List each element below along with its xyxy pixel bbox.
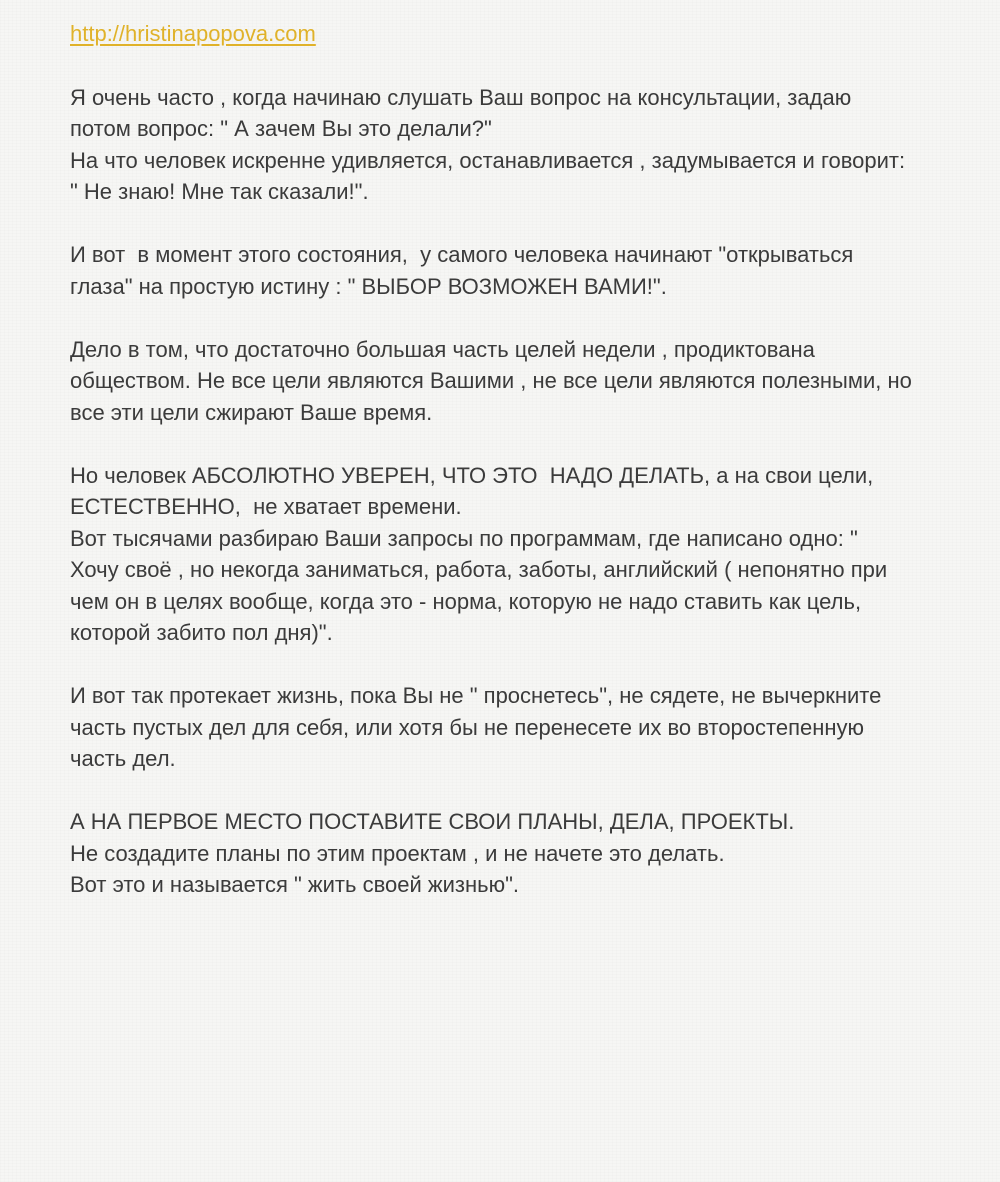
text-line: чем он в целях вообще, когда это - норма, которую не надо ставить как цель, [70, 588, 862, 614]
text-line: часть дел. [70, 746, 176, 771]
text-line: глаза" на простую истину : " ВЫБОР ВОЗМОЖЕН ВАМИ!". [70, 273, 667, 299]
text-line: потом вопрос: " А зачем Вы это делали?" [70, 116, 492, 141]
text-line: Я очень часто , когда начинаю слушать Ваш вопрос на консультации, задаю [70, 84, 852, 110]
text-line: Вот это и называется " жить своей жизнью". [70, 872, 520, 897]
text-line: Хочу своё , но некогда заниматься, работа, заботы, английский ( непонятно при [70, 557, 888, 582]
text-line: И вот в момент этого состояния, у самого человека начинают "открываться [70, 242, 854, 267]
text-line: А НА ПЕРВОЕ МЕСТО ПОСТАВИТЕ СВОИ ПЛАНЫ, ДЕЛА, ПРОЕКТЫ. [70, 809, 795, 834]
text-line: обществом. Не все цели являются Вашими , не все цели являются полезными, но [70, 368, 912, 393]
paragraph-1 [70, 82, 950, 208]
text-line: все эти цели сжирают Ваше время. [70, 399, 433, 425]
text-line: На что человек искренне удивляется, останавливается , задумывается и говорит: [70, 147, 906, 173]
text-line: которой забито пол дня)". [70, 620, 333, 645]
paragraph-3 [70, 334, 950, 429]
paragraph-5 [70, 680, 950, 775]
text-line: Но человек АБСОЛЮТНО УВЕРЕН, ЧТО ЭТО НАДО ДЕЛАТЬ, а на свои цели, [70, 462, 874, 488]
text-line: ЕСТЕСТВЕННО, не хватает времени. [70, 494, 462, 519]
paragraph-6 [70, 806, 950, 901]
paragraph-4 [70, 460, 950, 649]
note-body [70, 18, 950, 932]
text-line: часть пустых дел для себя, или хотя бы не перенесете их во второстепенную [70, 714, 865, 740]
text-line: Не создадите планы по этим проектам , и не начете это делать. [70, 840, 725, 866]
text-line: " Не знаю! Мне так сказали!". [70, 179, 369, 204]
text-line: И вот так протекает жизнь, пока Вы не " проснетесь", не сядете, не вычеркните [70, 683, 882, 708]
paragraph-2 [70, 239, 950, 302]
text-line: Вот тысячами разбираю Ваши запросы по программам, где написано одно: " [70, 525, 858, 551]
website-link[interactable]: http://hristinapopova.com [70, 21, 316, 46]
text-line: Дело в том, что достаточно большая часть целей недели , продиктована [70, 336, 815, 362]
